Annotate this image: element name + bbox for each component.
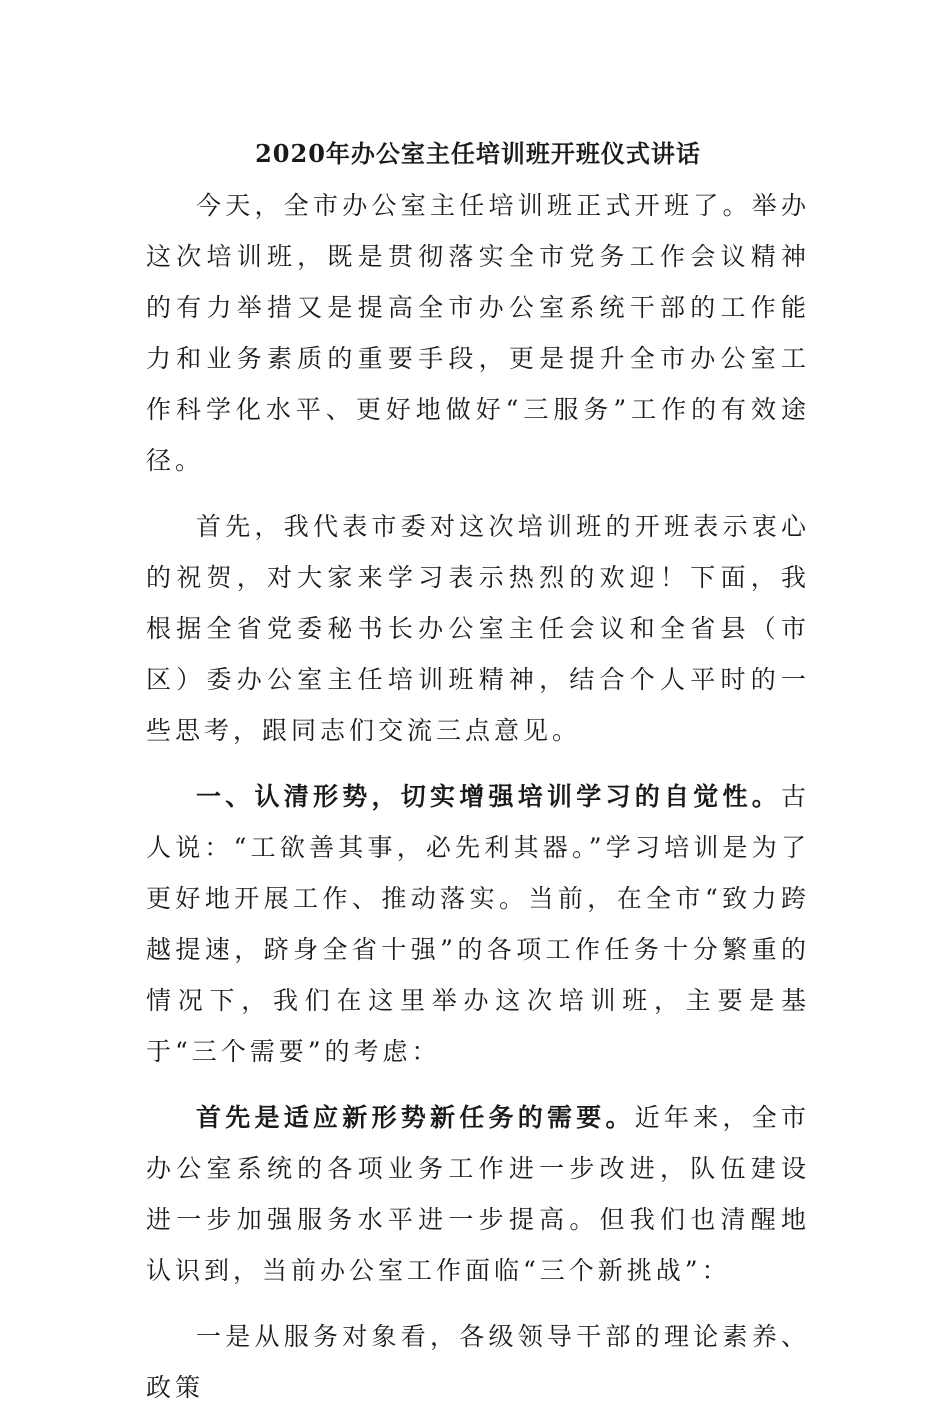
document-title: 2020年办公室主任培训班开班仪式讲话 bbox=[255, 139, 701, 168]
section-heading-1: 一、认清形势，切实增强培训学习的自觉性。 bbox=[196, 782, 781, 811]
paragraph-text: 近年来，全市办公室系统的各项业务工作进一步改进，队伍建设进一步加强服务水平进一步提高。但我们也清醒地认识到，当前办公室工作面临“三个新挑战”： bbox=[146, 1103, 810, 1285]
paragraph-4 bbox=[146, 1092, 810, 1296]
paragraph-1 bbox=[146, 180, 810, 486]
paragraph-text: 首先，我代表市委对这次培训班的开班表示衷心的祝贺，对大家来学习表示热烈的欢迎！下面，我根据全省党委秘书长办公室主任会议和全省县（市区）委办公室主任培训班精神，结合个人平时的一些思考，跟同志们交流三点意见。 bbox=[146, 512, 810, 745]
paragraph-text: 古人说：“工欲善其事，必先利其器。”学习培训是为了更好地开展工作、推动落实。当前，在全市“致力跨越提速，跻身全省十强”的各项工作任务十分繁重的情况下，我们在这里举办这次培训班，主要是基于“三个需要”的考虑： bbox=[146, 782, 810, 1066]
document-page bbox=[146, 128, 810, 1428]
paragraph-3 bbox=[146, 771, 810, 1077]
paragraph-5 bbox=[146, 1311, 810, 1413]
paragraph-2 bbox=[146, 501, 810, 756]
paragraph-text: 一是从服务对象看，各级领导干部的理论素养、政策 bbox=[146, 1322, 810, 1402]
subsection-heading-1: 首先是适应新形势新任务的需要。 bbox=[196, 1103, 635, 1132]
paragraph-text: 今天，全市办公室主任培训班正式开班了。举办这次培训班，既是贯彻落实全市党务工作会议精神的有力举措又是提高全市办公室系统干部的工作能力和业务素质的重要手段，更是提升全市办公室工作科学化水平、更好地做好“三服务”工作的有效途径。 bbox=[146, 191, 810, 475]
